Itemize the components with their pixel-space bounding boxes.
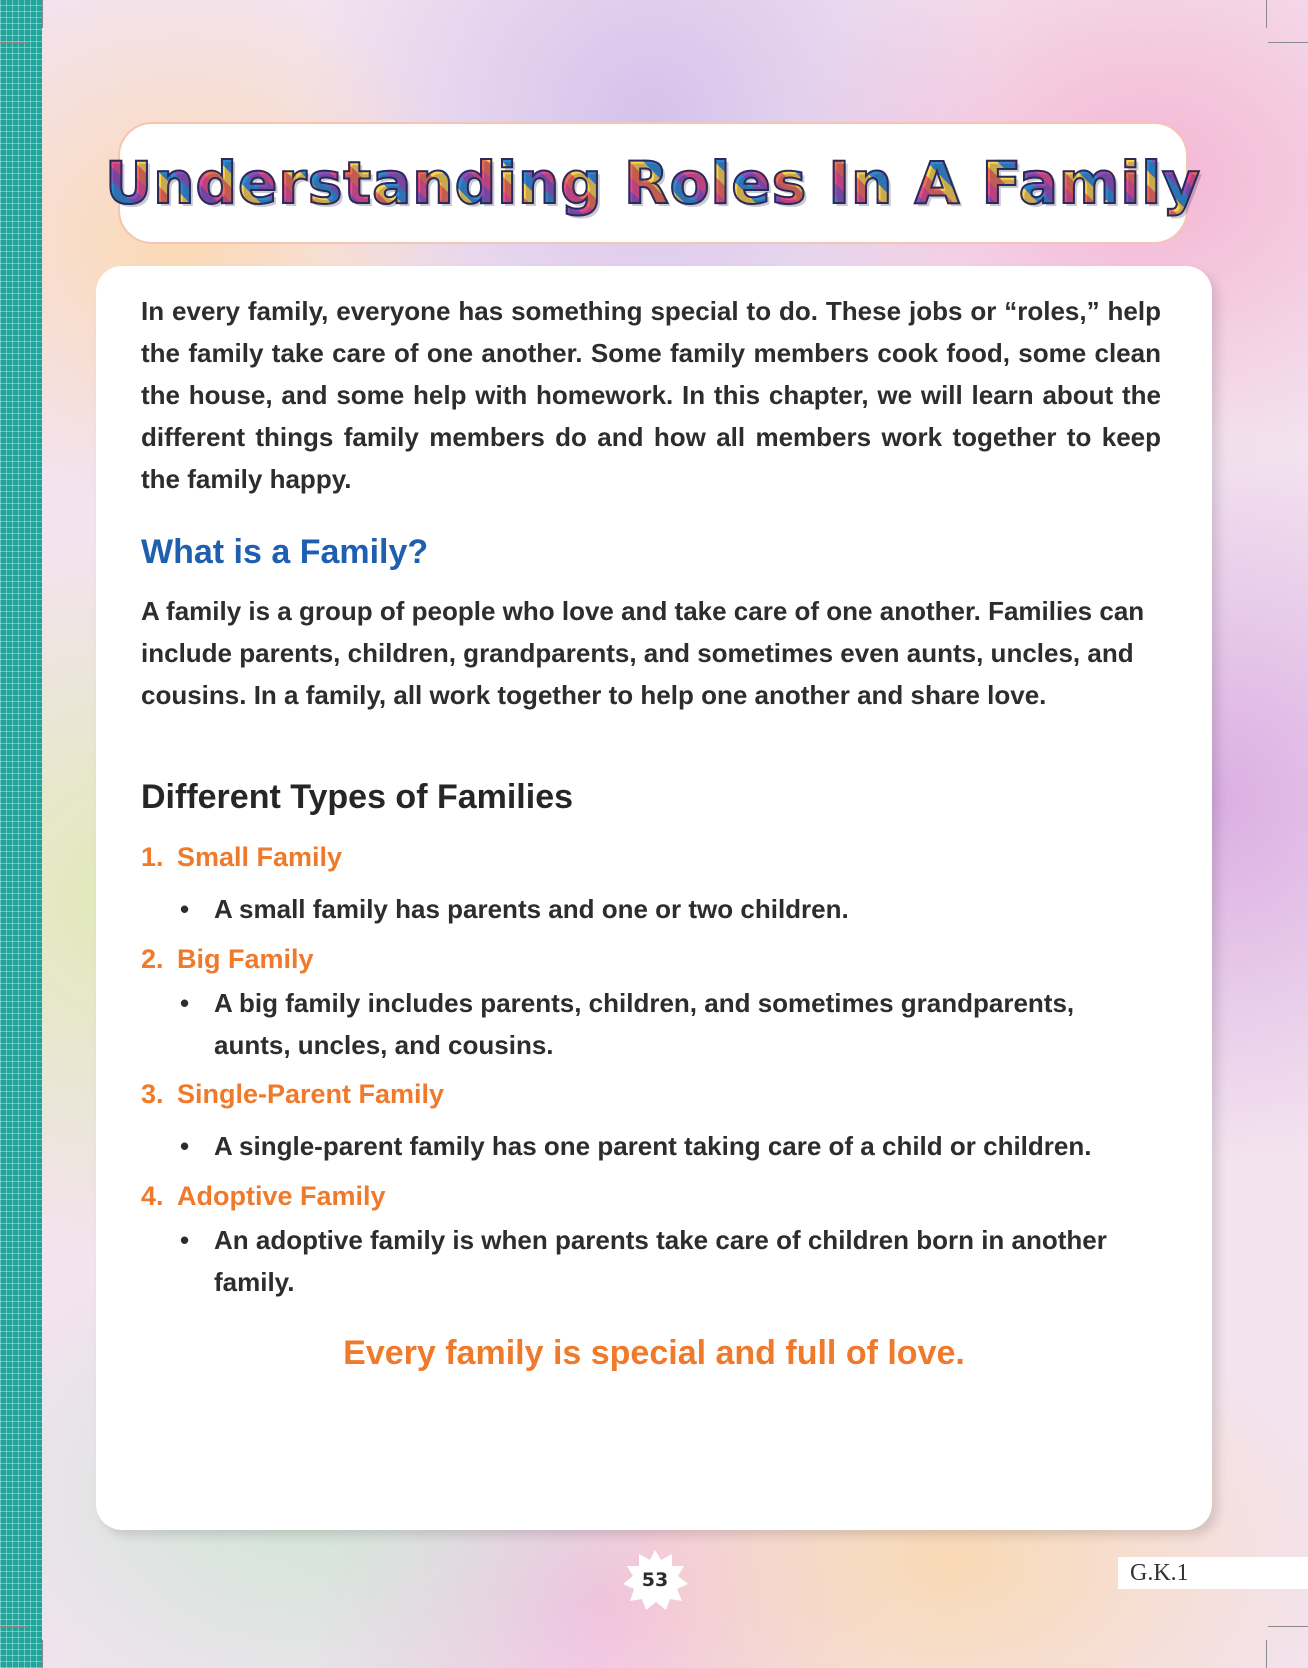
bullet-icon: • (180, 1225, 190, 1255)
crop-mark (0, 42, 28, 43)
type-number: 2. (141, 944, 164, 974)
crop-mark (42, 0, 43, 28)
spine-grid-border (0, 0, 42, 1668)
type-title-adoptive (141, 1181, 386, 1212)
type-number: 3. (141, 1079, 164, 1109)
type-name: Big Family (177, 944, 314, 974)
page-title: Understanding Roles In A Family (105, 149, 1201, 217)
crop-mark (1268, 1626, 1308, 1627)
type-description: A small family has parents and one or two children. (214, 894, 849, 924)
closing-statement: Every family is special and full of love. (343, 1334, 965, 1372)
book-code-label: G.K.1 (1118, 1557, 1308, 1589)
bullet-icon: • (180, 988, 190, 1018)
family-definition-paragraph: A family is a group of people who love and take care of one another. Families can include parents, children, grandparents, and sometimes even aunts, uncles, and cousins. In a family, all work together to help one another and share love. (141, 596, 1145, 710)
type-description: An adoptive family is when parents take care of children born in another family. (214, 1225, 1107, 1297)
crop-mark (1266, 1640, 1267, 1668)
list-item (180, 888, 1140, 930)
type-name: Single-Parent Family (177, 1079, 445, 1109)
crop-mark (1266, 0, 1267, 28)
type-title-single-parent (141, 1079, 444, 1110)
crop-mark (1268, 42, 1308, 43)
page-number-badge (620, 1548, 690, 1612)
intro-paragraph: In every family, everyone has something special to do. These jobs or “roles,” help the family take care of one another. Some family members cook food, some clean the house, and some help with homework. In this chapter, we will learn about the different things family members do and how all members work together to keep the family happy. (141, 296, 1161, 494)
type-number: 4. (141, 1181, 164, 1211)
page-number: 53 (641, 1569, 669, 1591)
type-name: Adoptive Family (177, 1181, 386, 1211)
crop-mark (42, 1640, 43, 1668)
list-item (180, 1125, 1140, 1167)
type-title-small (141, 842, 342, 873)
title-banner (105, 122, 1201, 244)
type-description: A big family includes parents, children, and sometimes grandparents, aunts, uncles, and cousins. (214, 988, 1075, 1060)
bullet-icon: • (180, 894, 190, 924)
list-item (180, 982, 1140, 1066)
crop-mark (0, 1626, 28, 1627)
type-name: Small Family (177, 842, 343, 872)
type-title-big (141, 944, 314, 975)
section-heading-what-is-family: What is a Family? (141, 533, 429, 571)
list-item (180, 1219, 1140, 1303)
bullet-icon: • (180, 1131, 190, 1161)
section-heading-types: Different Types of Families (141, 778, 574, 816)
type-number: 1. (141, 842, 164, 872)
type-description: A single-parent family has one parent taking care of a child or children. (214, 1131, 1092, 1161)
